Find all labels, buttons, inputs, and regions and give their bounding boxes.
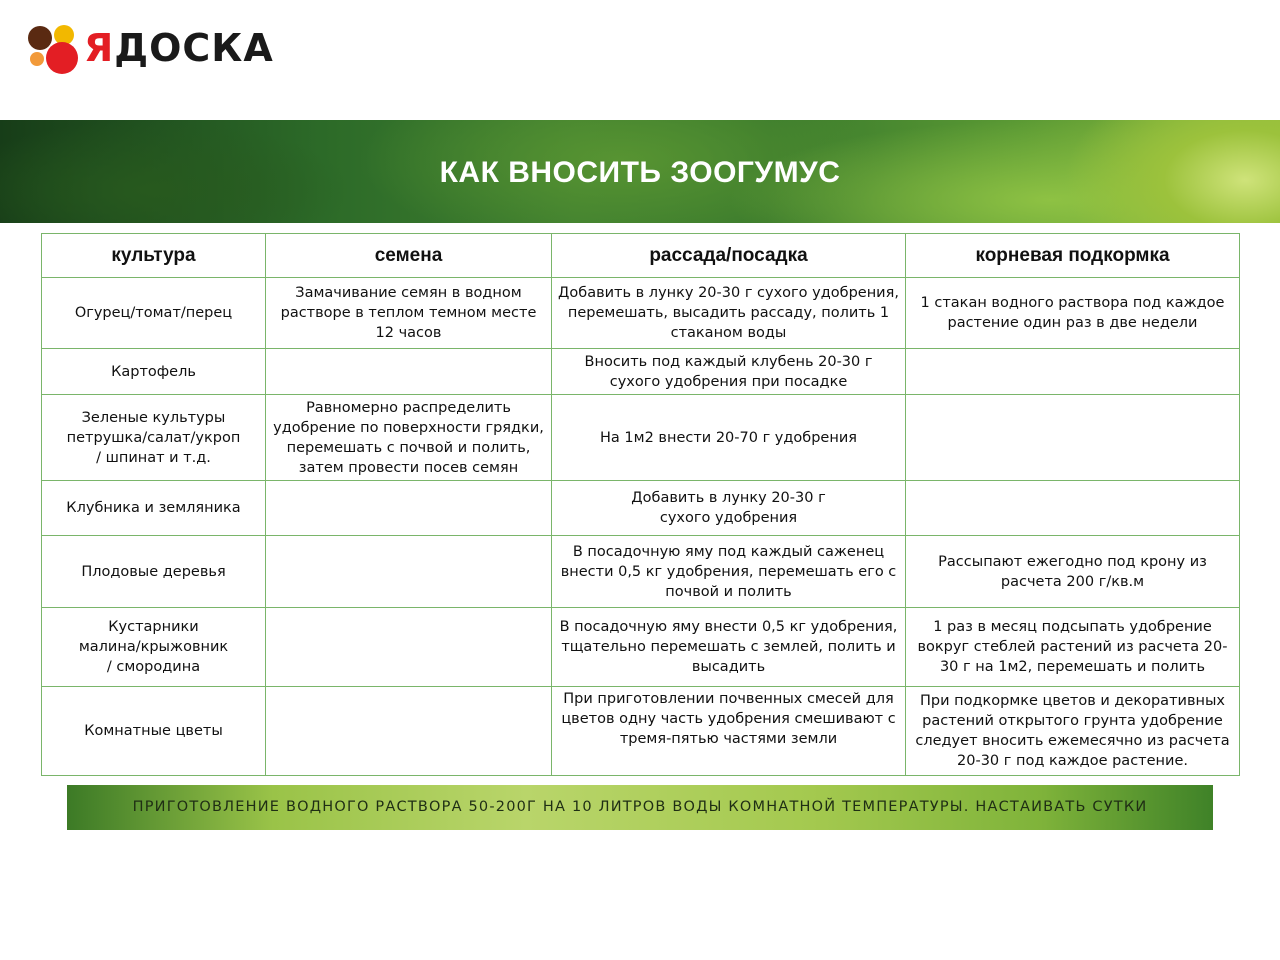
seedling-text: При приготовлении почвенных смесей для цветов одну часть удобрения смешивают с тремя-пятью частями земли <box>561 691 896 747</box>
seedling-text: Добавить в лунку 20-30 г сухого удобрения, перемешать, высадить рассаду, полить 1 стаканом воды <box>558 285 899 341</box>
cell-seedling <box>552 278 906 349</box>
cell-root-feeding <box>906 687 1240 776</box>
header-seeds: семена <box>266 234 552 278</box>
cell-root-feeding <box>906 481 1240 536</box>
crop-name: Плодовые деревья <box>81 563 226 580</box>
seedling-text: В посадочную яму внести 0,5 кг удобрения, тщательно перемешать с землей, полить и высадить <box>559 619 898 675</box>
crop-name: Кустарники малина/крыжовник / смородина <box>78 619 229 675</box>
solution-note-strip <box>67 785 1213 830</box>
logo-dot-brown <box>28 26 52 50</box>
root-feeding-text: При подкормке цветов и декоративных растений открытого грунта удобрение следует вносить ежемесячно из расчета 20-30 г под каждое растение. <box>915 693 1230 769</box>
title-banner <box>0 120 1280 223</box>
seeds-text: Замачивание семян в водном растворе в теплом темном месте 12 часов <box>280 285 537 341</box>
cell-seedling <box>552 608 906 687</box>
cell-root-feeding <box>906 349 1240 395</box>
cell-seedling <box>552 536 906 608</box>
crop-name: Картофель <box>111 363 196 380</box>
cell-crop <box>42 395 266 481</box>
root-feeding-text: 1 стакан водного раствора под каждое растение один раз в две недели <box>920 295 1225 331</box>
seedling-text: Добавить в лунку 20-30 г сухого удобрения <box>631 490 826 526</box>
cell-root-feeding <box>906 536 1240 608</box>
logo-dot-orange <box>30 52 44 66</box>
cell-crop <box>42 608 266 687</box>
application-table <box>41 233 1240 776</box>
table-header-row <box>42 234 1240 278</box>
cell-seeds <box>266 687 552 776</box>
seeds-text: Равномерно распределить удобрение по поверхности грядки, перемешать с почвой и полить, затем провести посев семян <box>273 399 544 476</box>
cell-seeds <box>266 278 552 349</box>
cell-seedling <box>552 395 906 481</box>
cell-seeds <box>266 608 552 687</box>
cell-seeds <box>266 395 552 481</box>
seedling-text: Вносить под каждый клубень 20-30 г сухого удобрения при посадке <box>584 353 873 390</box>
logo-dot-red <box>46 42 78 74</box>
header-root-feeding: корневая подкормка <box>906 234 1240 278</box>
logo-wordmark-rest: ДОСКА <box>114 26 274 70</box>
page-title: КАК ВНОСИТЬ ЗООГУМУС <box>439 156 841 189</box>
seedling-text: В посадочную яму под каждый саженец внести 0,5 кг удобрения, перемешать его с почвой и полить <box>560 543 897 600</box>
cell-root-feeding <box>906 278 1240 349</box>
table-row <box>42 278 1240 349</box>
crop-name: Огурец/томат/перец <box>74 305 233 321</box>
table-row <box>42 481 1240 536</box>
logo-wordmark <box>84 26 274 70</box>
table-row <box>42 608 1240 687</box>
cell-crop <box>42 481 266 536</box>
cell-crop <box>42 687 266 776</box>
cell-root-feeding <box>906 608 1240 687</box>
cell-seeds <box>266 349 552 395</box>
cell-seedling <box>552 481 906 536</box>
root-feeding-text: 1 раз в месяц подсыпать удобрение вокруг стеблей растений из расчета 20-30 г на 1м2, перемешать и полить <box>917 619 1228 675</box>
yadoska-logo[interactable] <box>26 22 276 82</box>
crop-name: Клубника и земляника <box>66 500 241 516</box>
cell-crop <box>42 349 266 395</box>
cell-seedling <box>552 687 906 776</box>
root-feeding-text: Рассыпают ежегодно под крону из расчета 200 г/кв.м <box>938 553 1207 590</box>
table-row <box>42 687 1240 776</box>
table-row <box>42 536 1240 608</box>
solution-note-text: ПРИГОТОВЛЕНИЕ ВОДНОГО РАСТВОРА 50-200Г НА 10 ЛИТРОВ ВОДЫ КОМНАТНОЙ ТЕМПЕРАТУРЫ. НАСТАИВАТЬ СУТКИ <box>132 799 1148 815</box>
seedling-text: На 1м2 внести 20-70 г удобрения <box>600 429 857 446</box>
logo-accent-letter: Я <box>84 26 115 70</box>
header-seedling: рассада/посадка <box>552 234 906 278</box>
table-row <box>42 349 1240 395</box>
cell-seeds <box>266 536 552 608</box>
cell-seedling <box>552 349 906 395</box>
header-crop: культура <box>42 234 266 278</box>
cell-crop <box>42 278 266 349</box>
cell-seeds <box>266 481 552 536</box>
crop-name: Зеленые культуры петрушка/салат/укроп / шпинат и т.д. <box>66 409 241 466</box>
table-row <box>42 395 1240 481</box>
cell-crop <box>42 536 266 608</box>
cell-root-feeding <box>906 395 1240 481</box>
crop-name: Комнатные цветы <box>84 723 223 739</box>
